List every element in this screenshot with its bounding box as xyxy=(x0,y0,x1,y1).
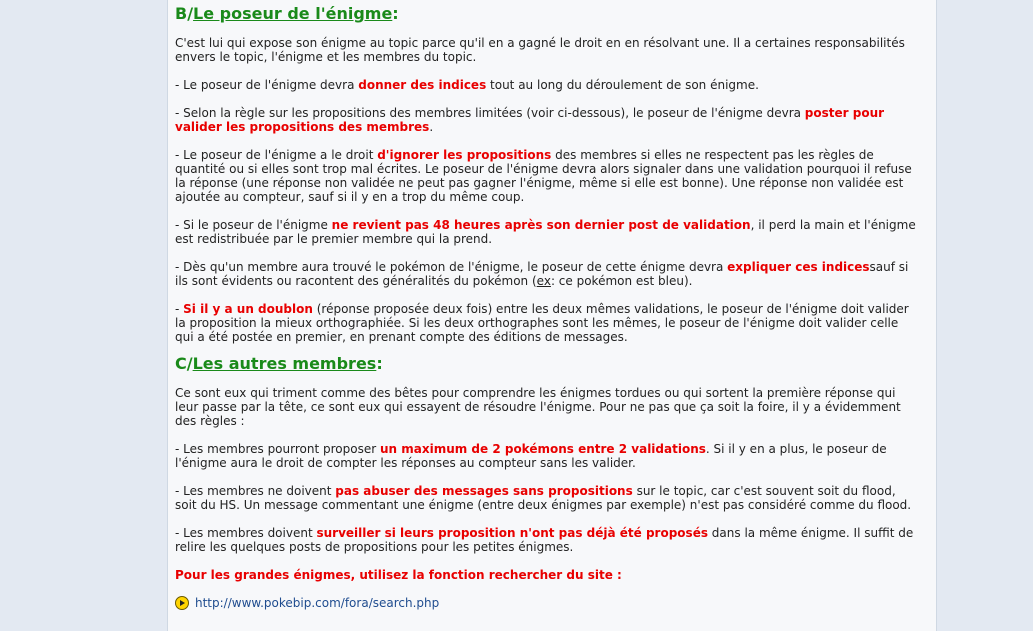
post-column xyxy=(167,0,937,631)
rule-text: - Le poseur de l'énigme a le droit xyxy=(175,148,378,162)
section-c-heading xyxy=(175,354,920,374)
rule-text: - xyxy=(175,302,184,316)
rule-highlight: Si il y a un doublon xyxy=(183,302,313,316)
rule-highlight: un maximum de 2 pokémons entre 2 validations xyxy=(379,442,706,456)
section-b-rule-6 xyxy=(175,302,920,344)
rule-highlight: pas abuser des messages sans propositions xyxy=(335,484,633,498)
section-c-rule-1 xyxy=(175,442,920,470)
section-b-heading xyxy=(175,4,920,24)
section-b-rule-3 xyxy=(175,148,920,204)
rule-highlight: expliquer ces indices xyxy=(727,260,870,274)
rule-text: dans la même énigme. Il suffit de relire les quelques posts de propositions pour les petites énigmes. xyxy=(175,526,914,554)
post-body xyxy=(175,4,920,610)
rule-text: des membres si elles ne respectent pas les règles de quantité ou si elles sont trop mal écrites. Le poseur de l'énigme devra alors signaler dans une validation pourquoi il refuse la réponse (une réponse non validée ne peut pas gagner l'énigme, même si elle est bonne). Une réponse non validée est ajoutée au compteur, sauf si il y en a trop du même coup. xyxy=(175,148,912,204)
rule-text: , il perd la main et l'énigme est redistribuée par le premier membre qui la prend. xyxy=(175,218,916,246)
rule-highlight: surveiller si leurs proposition n'ont pas déjà été proposés xyxy=(316,526,708,540)
section-c-rule-2 xyxy=(175,484,920,512)
rule-text: - Selon la règle sur les propositions des membres limitées (voir ci-dessous), le poseur de l'énigme devra xyxy=(175,106,805,120)
section-b-suffix: : xyxy=(392,4,399,23)
search-link-row xyxy=(175,596,920,610)
rule-highlight: d'ignorer les propositions xyxy=(377,148,552,162)
rule-text: - Dès qu'un membre aura trouvé le pokémon de l'énigme, le poseur de cette énigme devra xyxy=(175,260,728,274)
section-b-intro: C'est lui qui expose son énigme au topic parce qu'il en a gagné le droit en en résolvant une. Il a certaines responsabilités envers le topic, l'énigme et les membres du topic. xyxy=(175,36,905,64)
rule-text: : ce pokémon est bleu). xyxy=(550,274,693,288)
rule-text: - Les membres ne doivent xyxy=(175,484,336,498)
section-c-intro: Ce sont eux qui triment comme des bêtes pour comprendre les énigmes tordues ou qui sortent la première réponse qui leur passe par la tête, ce sont eux qui essayent de résoudre l'énigme. Pour ne pas que ça soit la foire, il y a évidemment des règles : xyxy=(175,386,901,428)
section-b-rule-2 xyxy=(175,106,920,134)
rule-text: sauf si ils sont évidents ou racontent des généralités du pokémon ( xyxy=(175,260,909,288)
rule-text: - Le poseur de l'énigme devra xyxy=(175,78,359,92)
rule-text: (réponse proposée deux fois) entre les deux mêmes validations, le poseur de l'énigme doit valider la proposition la mieux orthographiée. Si les deux orthographes sont les mêmes, le poseur de l'énigme doit valider celle qui a été postée en premier, en prenant compte des éditions de messages. xyxy=(175,302,909,344)
section-c-rule-3 xyxy=(175,526,920,554)
rule-text: tout au long du déroulement de son énigme. xyxy=(486,78,759,92)
section-c-suffix: : xyxy=(376,354,383,373)
rule-text: . xyxy=(429,120,434,134)
section-b-rule-1 xyxy=(175,78,920,92)
section-b-prefix: B/ xyxy=(175,4,194,23)
rule-text: - Si le poseur de l'énigme xyxy=(175,218,332,232)
section-c-title: Les autres membres xyxy=(192,354,377,373)
rule-text: . Si il y en a plus, le poseur de l'énigme aura le droit de compter les réponses au compteur sans les valider. xyxy=(175,442,887,470)
section-b-title: Le poseur de l'énigme xyxy=(193,4,393,23)
rule-highlight: ne revient pas 48 heures après son dernier post de validation xyxy=(331,218,751,232)
arrow-right-icon xyxy=(175,596,189,610)
rule-text: - Les membres pourront proposer xyxy=(175,442,380,456)
search-link[interactable]: http://www.pokebip.com/fora/search.php xyxy=(195,596,440,610)
rule-highlight: poster pour valider les propositions des membres xyxy=(175,106,885,134)
rule-text: sur le topic, car c'est souvent soit du flood, soit du HS. Un message commentant une énigme (entre deux énigmes par exemple) n'est pas considéré comme du flood. xyxy=(175,484,912,512)
section-b-rule-5 xyxy=(175,260,920,288)
rule-example-label: ex xyxy=(536,274,551,288)
section-c-prefix: C/ xyxy=(175,354,193,373)
rule-highlight: donner des indices xyxy=(358,78,487,92)
search-note: Pour les grandes énigmes, utilisez la fonction rechercher du site : xyxy=(175,568,622,582)
section-b-rule-4 xyxy=(175,218,920,246)
rule-text: - Les membres doivent xyxy=(175,526,317,540)
